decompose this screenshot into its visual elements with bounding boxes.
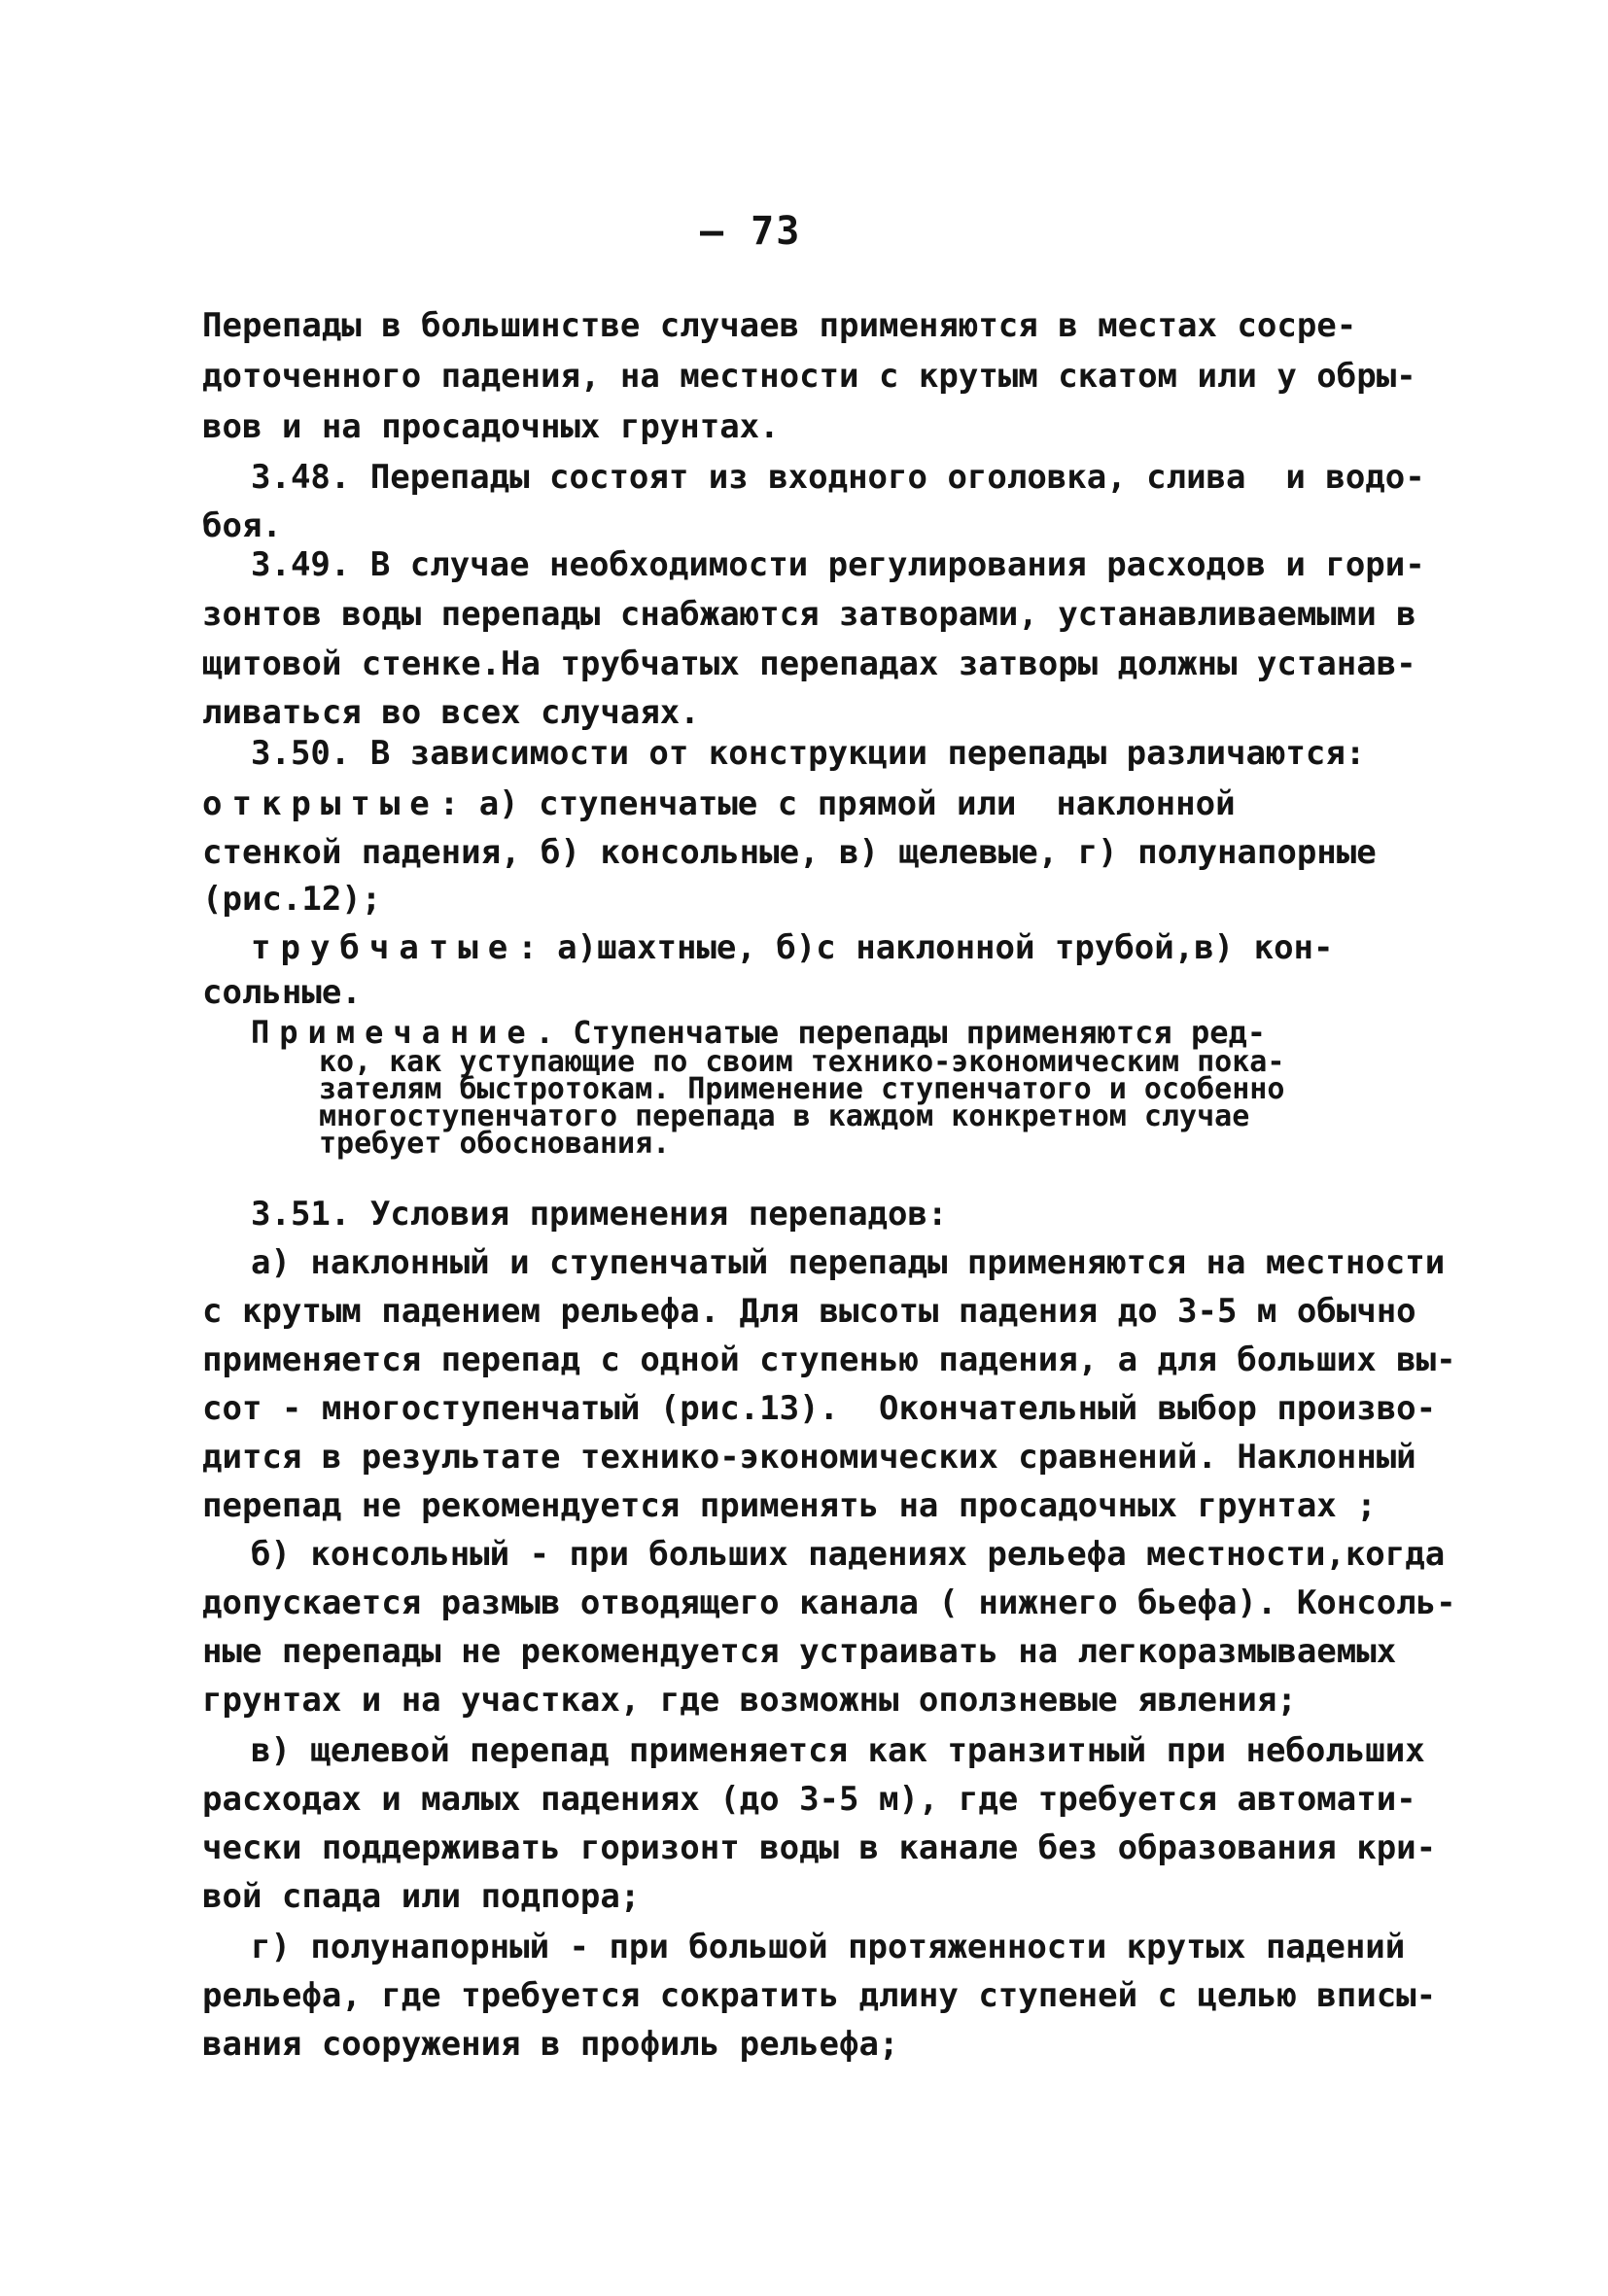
- open-list-2: стенкой падения, б) консольные, в) щелевые, г) полунапорные: [202, 833, 1377, 872]
- p349-line-1: 3.49. В случае необходимости регулирования расходов и гори-: [251, 545, 1425, 584]
- page-number: — 73: [700, 209, 802, 254]
- p351-c-1: в) щелевой перепад применяется как транзитный при небольших: [251, 1731, 1425, 1770]
- p351-c-4: вой спада или подпора;: [202, 1877, 641, 1916]
- note-label: Примечание: [251, 1014, 536, 1051]
- intro-line-3: вов и на просадочных грунтах.: [202, 407, 780, 446]
- tube-list-2: сольные.: [202, 973, 362, 1012]
- p351-a-5: дится в результате технико-экономических сравнений. Наклонный: [202, 1438, 1416, 1477]
- p351-intro: 3.51. Условия применения перепадов:: [251, 1195, 948, 1234]
- intro-line-1: Перепады в большинстве случаев применяются в местах сосре-: [202, 306, 1357, 345]
- note-line-1: [251, 1014, 1267, 1051]
- note-line-4: многоступенчатого перепада в каждом конкретном случае: [319, 1099, 1250, 1133]
- note-line-3: зателям быстротокам. Применение ступенчатого и особенно: [319, 1072, 1285, 1106]
- p351-b-1: б) консольный - при больших падениях рельефа местности,когда: [251, 1535, 1446, 1574]
- open-list-3: (рис.12);: [202, 880, 382, 919]
- tube-list-1: : а)шахтные, б)с наклонной трубой,в) кон-: [517, 928, 1334, 967]
- p351-b-2: допускается размыв отводящего канала ( нижнего бьефа). Консоль-: [202, 1583, 1456, 1622]
- p351-b-4: грунтах и на участках, где возможны оползневые явления;: [202, 1681, 1297, 1720]
- tube-word: трубчатые: [251, 928, 518, 967]
- p349-line-2: зонтов воды перепады снабжаются затворами, устанавливаемыми в: [202, 595, 1416, 634]
- p351-a-2: с крутым падением рельефа. Для высоты падения до 3-5 м обычно: [202, 1292, 1416, 1331]
- open-word: открытые: [202, 784, 439, 823]
- p350-tube-line: [251, 928, 1334, 967]
- p351-c-3: чески поддерживать горизонт воды в канале без образования кри-: [202, 1828, 1437, 1867]
- p351-d-2: рельефа, где требуется сократить длину ступеней с целью вписы-: [202, 1976, 1437, 2015]
- note-line-5: требует обоснования.: [319, 1127, 671, 1161]
- p350-open-line: [202, 784, 1236, 823]
- note-line-2: ко, как уступающие по своим технико-экономическим пока-: [319, 1045, 1285, 1079]
- p349-line-3: щитовой стенке.На трубчатых перепадах затворы должны устанав-: [202, 644, 1416, 683]
- p351-a-3: применяется перепад с одной ступенью падения, а для больших вы-: [202, 1340, 1456, 1379]
- open-list-1: : а) ступенчатые с прямой или наклонной: [438, 784, 1236, 823]
- p348-line-1: 3.48. Перепады состоят из входного оголовка, слива и водо-: [251, 458, 1425, 497]
- p351-a-1: а) наклонный и ступенчатый перепады применяются на местности: [251, 1243, 1446, 1282]
- p348-line-2: боя.: [202, 506, 282, 545]
- p351-b-3: ные перепады не рекомендуется устраивать на легкоразмываемых: [202, 1632, 1397, 1671]
- intro-line-2: доточенного падения, на местности с крутым скатом или у обры-: [202, 357, 1416, 396]
- p349-line-4: ливаться во всех случаях.: [202, 693, 700, 732]
- p351-d-3: вания сооружения в профиль рельефа;: [202, 2025, 899, 2064]
- note-first: . Ступенчатые перепады применяются ред-: [535, 1014, 1267, 1051]
- p351-a-4: сот - многоступенчатый (рис.13). Окончательный выбор произво-: [202, 1389, 1437, 1428]
- p351-d-1: г) полунапорный - при большой протяженности крутых падений: [251, 1928, 1406, 1966]
- p350-intro: 3.50. В зависимости от конструкции перепады различаются:: [251, 734, 1366, 773]
- p351-c-2: расходах и малых падениях (до 3-5 м), где требуется автомати-: [202, 1780, 1416, 1819]
- p351-a-6: перепад не рекомендуется применять на просадочных грунтах ;: [202, 1486, 1377, 1525]
